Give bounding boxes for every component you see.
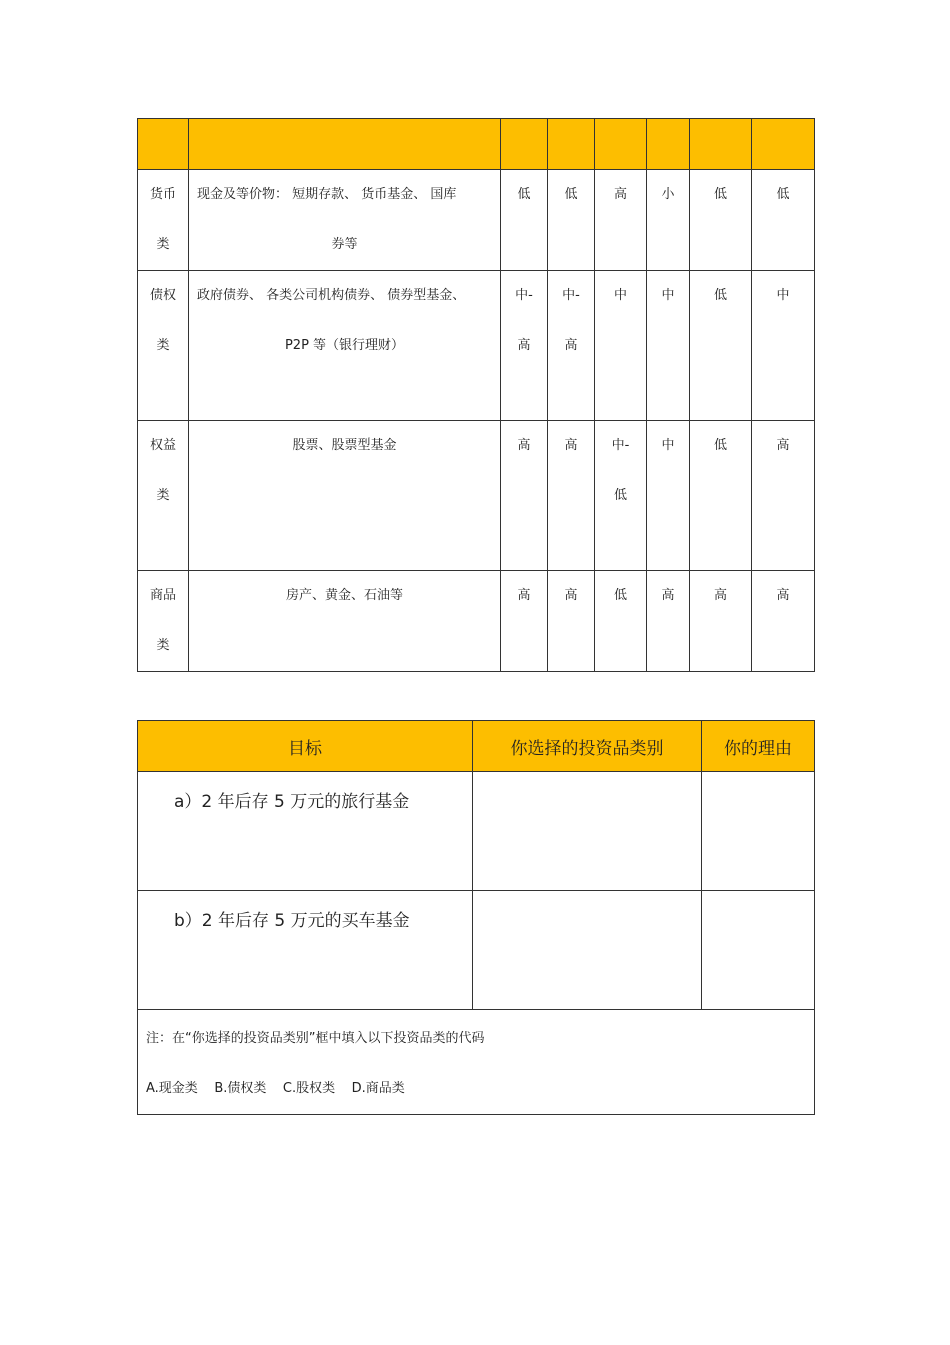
table-row — [138, 772, 815, 891]
table-header-row — [138, 119, 815, 170]
table-row — [138, 891, 815, 1010]
value-cell: 高 — [595, 170, 647, 271]
header-cell — [647, 119, 690, 170]
note-row — [138, 1010, 815, 1115]
description-cell: 房产、黄金、石油等 — [189, 571, 501, 672]
value-cell: 低 — [690, 421, 752, 571]
value-cell: 高 — [647, 571, 690, 672]
goal-header: 目标 — [138, 721, 473, 772]
description-cell: 政府债券、 各类公司机构债券、 债券型基金、 P2P 等（银行理财） — [189, 271, 501, 421]
value-cell: 高 — [501, 421, 548, 571]
value-cell: 高 — [752, 421, 815, 571]
category-cell: 商品 类 — [138, 571, 189, 672]
worksheet-header-row — [138, 721, 815, 772]
value-cell: 高 — [548, 421, 595, 571]
note-text: 注：在“你选择的投资品类别”框中填入以下投资品类的代码 — [146, 1031, 485, 1046]
value-cell: 低 — [690, 170, 752, 271]
value-cell: 小 — [647, 170, 690, 271]
header-cell — [501, 119, 548, 170]
header-cell — [189, 119, 501, 170]
value-cell: 低 — [595, 571, 647, 672]
header-cell — [690, 119, 752, 170]
category-choice-field[interactable] — [473, 772, 702, 891]
goal-worksheet-table — [137, 720, 815, 1115]
header-cell — [752, 119, 815, 170]
category-choice-header: 你选择的投资品类别 — [473, 721, 702, 772]
category-cell: 债权 类 — [138, 271, 189, 421]
category-choice-field[interactable] — [473, 891, 702, 1010]
reason-field[interactable] — [702, 772, 815, 891]
value-cell: 中 — [752, 271, 815, 421]
value-cell: 中 — [595, 271, 647, 421]
table-row — [138, 271, 815, 421]
table-row — [138, 421, 815, 571]
value-cell: 中 — [647, 271, 690, 421]
description-cell: 股票、股票型基金 — [189, 421, 501, 571]
asset-class-table — [137, 118, 815, 672]
value-cell: 高 — [752, 571, 815, 672]
value-cell: 中 — [647, 421, 690, 571]
value-cell: 低 — [752, 170, 815, 271]
category-cell: 权益 类 — [138, 421, 189, 571]
value-cell: 中- 高 — [548, 271, 595, 421]
value-cell: 中- 高 — [501, 271, 548, 421]
header-cell — [138, 119, 189, 170]
value-cell: 中- 低 — [595, 421, 647, 571]
table-row — [138, 170, 815, 271]
goal-b: b）2 年后存 5 万元的买车基金 — [138, 891, 473, 1010]
value-cell: 低 — [548, 170, 595, 271]
value-cell: 低 — [501, 170, 548, 271]
reason-field[interactable] — [702, 891, 815, 1010]
description-cell: 现金及等价物： 短期存款、 货币基金、 国库 券等 — [189, 170, 501, 271]
value-cell: 高 — [548, 571, 595, 672]
table-row — [138, 571, 815, 672]
category-cell: 货币 类 — [138, 170, 189, 271]
value-cell: 高 — [690, 571, 752, 672]
reason-header: 你的理由 — [702, 721, 815, 772]
value-cell: 高 — [501, 571, 548, 672]
goal-a: a）2 年后存 5 万元的旅行基金 — [138, 772, 473, 891]
header-cell — [595, 119, 647, 170]
option-codes: A.现金类 B.债权类 C.股权类 D.商品类 — [146, 1081, 405, 1096]
note-cell — [138, 1010, 815, 1115]
value-cell: 低 — [690, 271, 752, 421]
header-cell — [548, 119, 595, 170]
